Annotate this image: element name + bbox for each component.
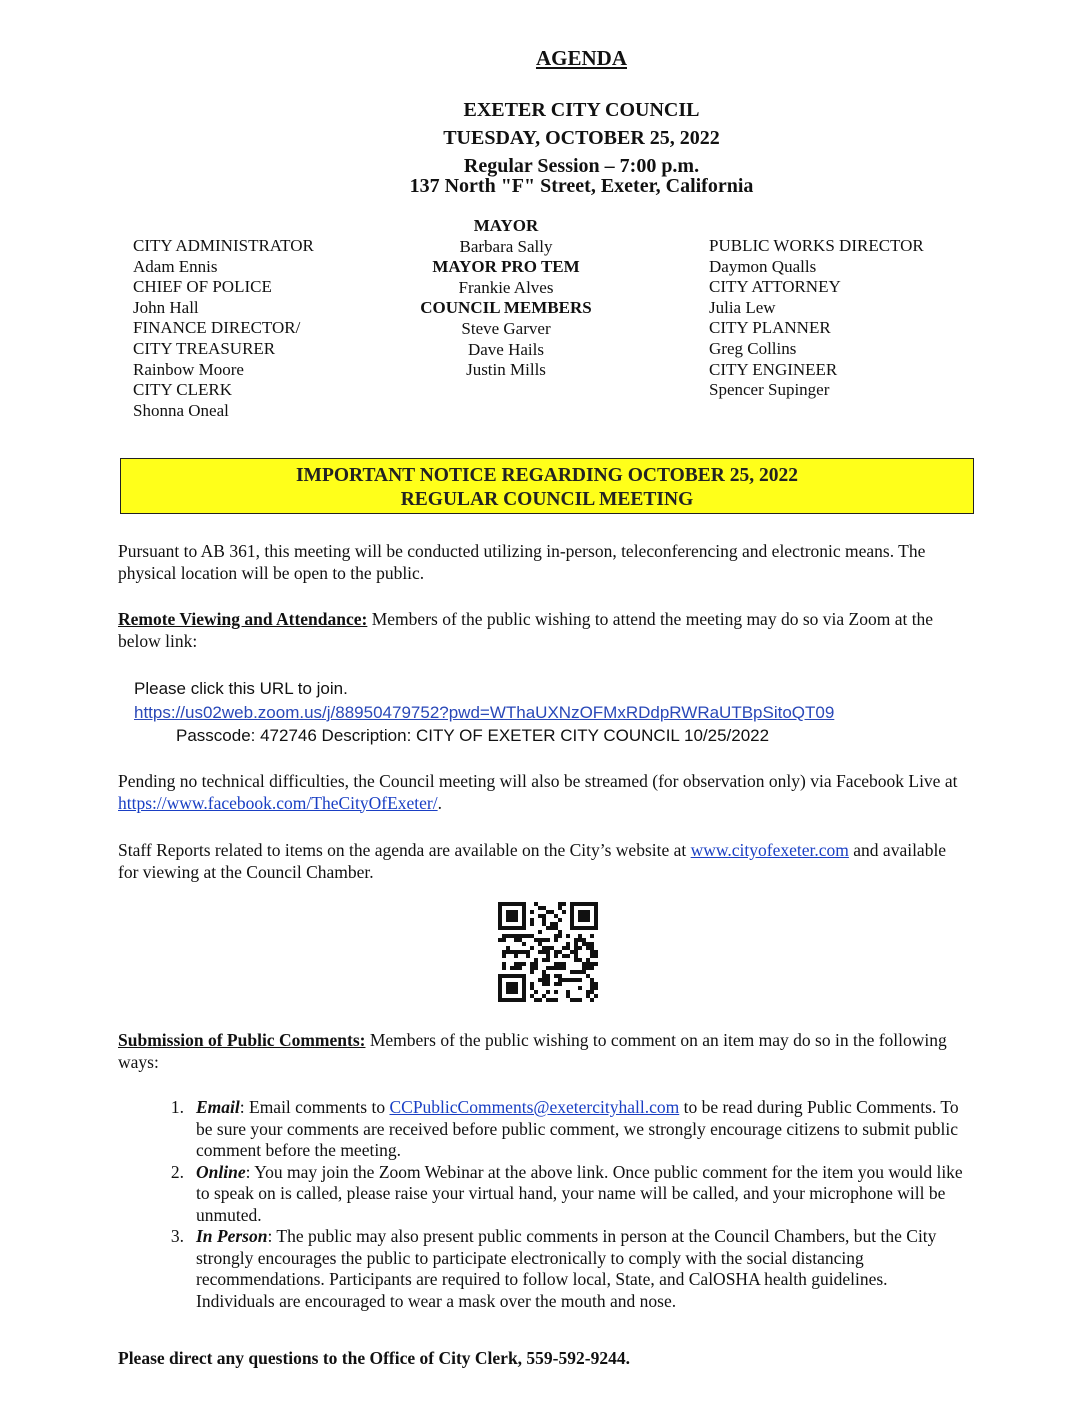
mayor-pro-tem-name: Frankie Alves: [458, 277, 554, 297]
facebook-text: Pending no technical difficulties, the Council meeting will also be streamed (for observation only) via Facebook Live at: [118, 771, 958, 791]
staff-left-line: Rainbow Moore: [133, 359, 244, 379]
list-item-text: : The public may also present public comments in person at the Council Chambers, but the City strongly encourages the public to participate electronically to comply with the social distancing recommendations. Participants are required to follow local, State, and CalOSHA health guidelines. Individuals are encouraged to wear a mask over the mouth and nose.: [196, 1226, 937, 1311]
staff-left-line: CITY TREASURER: [133, 338, 276, 358]
staff-right-column: [709, 236, 924, 401]
staff-reports-end: and available for viewing at the Council Chamber.: [118, 840, 947, 882]
join-label: Please click this URL to join.: [134, 679, 348, 698]
comment-methods-list: [160, 1097, 970, 1312]
list-item: [160, 1097, 970, 1162]
list-item: [160, 1226, 970, 1312]
council-member: Steve Garver: [461, 318, 551, 338]
staff-left-line: CITY CLERK: [133, 380, 233, 400]
list-item-label: Email: [196, 1097, 240, 1117]
header-session: Regular Session – 7:00 p.m.: [463, 155, 700, 177]
list-item-text-end: to be read during Public Comments. To be sure your comments are received before public comment, we strongly encourage citizens to submit public comment before the meeting.: [196, 1097, 959, 1160]
footer-contact: Please direct any questions to the Office of City Clerk, 559-592-9244.: [118, 1348, 630, 1368]
remote-viewing-paragraph: [118, 609, 968, 652]
zoom-passcode: Passcode: 472746 Description: CITY OF EXETER CITY COUNCIL 10/25/2022: [176, 726, 770, 745]
staff-right-line: CITY ENGINEER: [709, 359, 838, 379]
staff-left-line: CITY ADMINISTRATOR: [133, 236, 314, 255]
list-item-text: : You may join the Zoom Webinar at the above link. Once public comment for the item you would like to speak on is called, please raise your virtual hand, your name will be called, and your microphone will be unmuted.: [196, 1161, 963, 1225]
intro-paragraph: Pursuant to AB 361, this meeting will be conducted utilizing in-person, teleconferencing and electronic means. The physical location will be open to the public.: [118, 541, 926, 583]
staff-left-line: Shonna Oneal: [133, 400, 229, 420]
public-comments-paragraph: [118, 1030, 968, 1073]
facebook-end: .: [437, 792, 442, 813]
staff-right-line: CITY PLANNER: [709, 318, 831, 338]
qr-code-graphic: [498, 902, 598, 1002]
header-date: TUESDAY, OCTOBER 25, 2022: [443, 127, 720, 149]
header-council-name: EXETER CITY COUNCIL: [463, 99, 700, 121]
council-member: Justin Mills: [466, 360, 546, 380]
council-column: [406, 216, 606, 381]
staff-left-line: FINANCE DIRECTOR/: [133, 318, 301, 338]
public-comments-heading: Submission of Public Comments:: [118, 1030, 366, 1050]
staff-right-line: Greg Collins: [709, 338, 797, 358]
list-item-label: Online: [196, 1161, 246, 1182]
important-notice-box: [120, 458, 974, 514]
remote-viewing-text: Members of the public wishing to attend the meeting may do so via Zoom at the below link:: [118, 609, 934, 651]
notice-line-2: REGULAR COUNCIL MEETING: [400, 489, 694, 510]
city-website-link[interactable]: www.cityofexeter.com: [690, 840, 849, 860]
list-item: [160, 1162, 970, 1227]
staff-left-line: Adam Ennis: [133, 256, 218, 276]
list-item-number: 3.: [170, 1226, 184, 1246]
zoom-link[interactable]: https://us02web.zoom.us/j/88950479752?pwd=WThaUXNzOFMxRDdpRWRaUTBpSitoQT09: [134, 703, 835, 722]
list-item-number: 1.: [170, 1097, 184, 1117]
staff-right-line: Spencer Supinger: [709, 380, 830, 400]
agenda-title: AGENDA: [535, 46, 627, 70]
staff-left-line: John Hall: [133, 297, 199, 317]
staff-right-line: Daymon Qualls: [709, 256, 817, 276]
remote-viewing-heading: Remote Viewing and Attendance:: [118, 609, 368, 629]
notice-line-1: IMPORTANT NOTICE REGARDING OCTOBER 25, 2022: [295, 465, 799, 486]
list-item-number: 2.: [170, 1161, 184, 1182]
staff-reports-text: Staff Reports related to items on the agenda are available on the City’s website at: [118, 840, 691, 860]
mayor-name: Barbara Sally: [459, 236, 553, 256]
list-item-text: : Email comments to: [239, 1097, 390, 1117]
list-item-label: In Person: [196, 1226, 268, 1246]
header-address: 137 North "F" Street, Exeter, California: [409, 175, 754, 197]
staff-left-column: [133, 236, 314, 421]
staff-right-line: PUBLIC WORKS DIRECTOR: [709, 236, 924, 255]
public-comments-email-link[interactable]: CCPublicComments@exetercityhall.com: [389, 1097, 680, 1117]
staff-right-line: Julia Lew: [709, 297, 776, 317]
council-member: Dave Hails: [467, 339, 544, 359]
council-members-heading: COUNCIL MEMBERS: [420, 298, 592, 318]
facebook-link[interactable]: https://www.facebook.com/TheCityOfExeter/: [118, 792, 438, 813]
staff-reports-paragraph: [118, 840, 968, 883]
mayor-heading: MAYOR: [473, 216, 539, 235]
public-comments-text: Members of the public wishing to comment on an item may do so in the following ways:: [118, 1030, 947, 1072]
mayor-pro-tem-heading: MAYOR PRO TEM: [432, 257, 580, 277]
staff-right-line: CITY ATTORNEY: [709, 277, 841, 297]
staff-left-line: CHIEF OF POLICE: [133, 277, 272, 297]
facebook-paragraph: [118, 771, 968, 814]
qr-code: [498, 902, 598, 1002]
